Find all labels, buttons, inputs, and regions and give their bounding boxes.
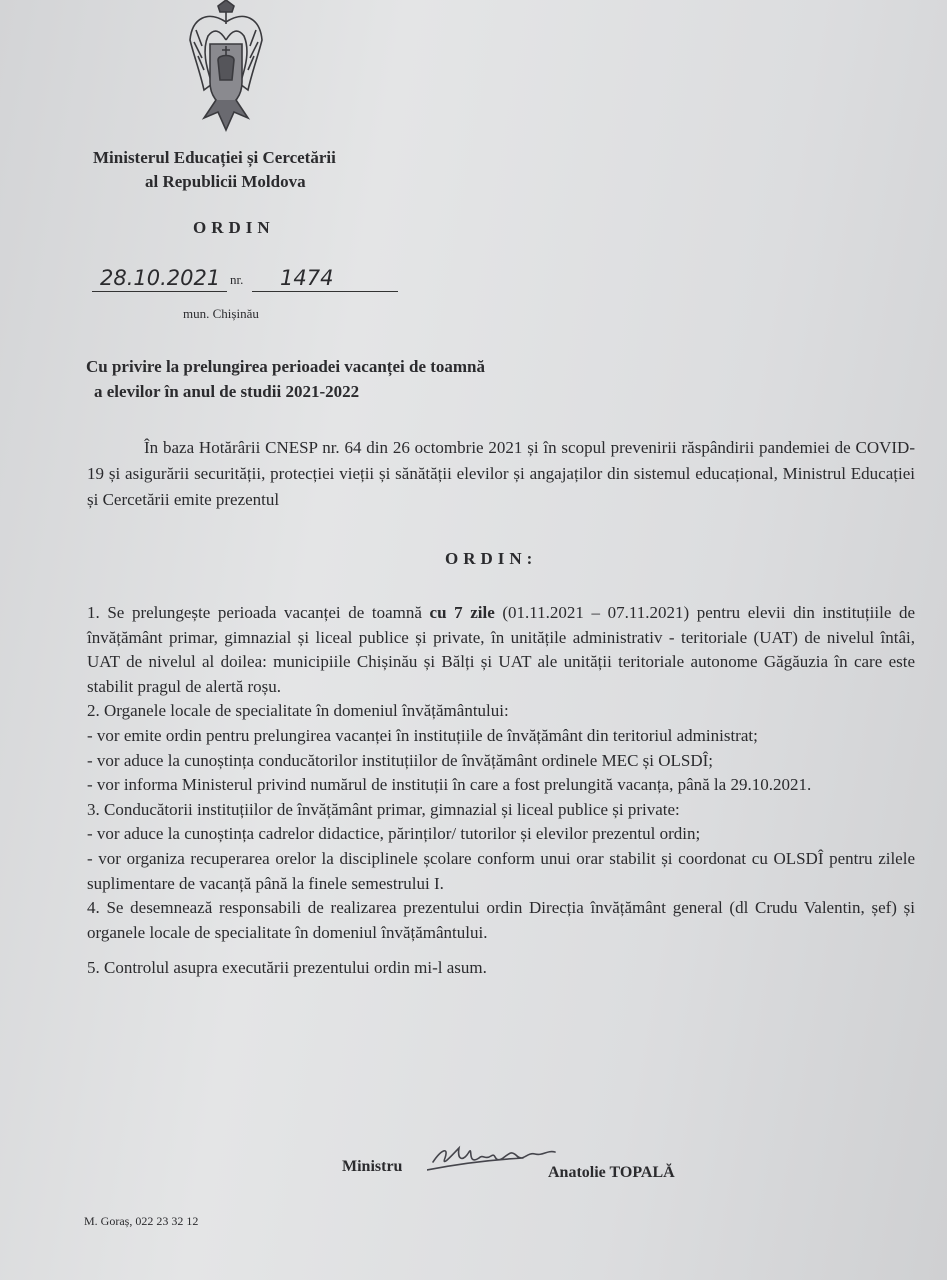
order-subject bbox=[86, 354, 485, 404]
point-3-item-a: - vor aduce la cunoștința cadrelor didactice, părinților/ tutorilor și elevilor prezentul ordin; bbox=[87, 824, 701, 844]
document-type-heading: ORDIN bbox=[193, 218, 275, 237]
signatory-title: Ministru bbox=[342, 1158, 403, 1175]
point-3: 3. Conducătorii instituțiilor de învățământ primar, gimnazial și liceal publice și private: bbox=[87, 799, 680, 819]
intro-paragraph: În baza Hotărârii CNESP nr. 64 din 26 octombrie 2021 și în scopul prevenirii răspândirii pandemiei de COVID-19 și asigurării securității, protecției vieții și sănătății elevilor și angajaților din sistemul educațional, Ministrul Educației și Cercetării emite prezentul bbox=[87, 438, 915, 509]
point-1: 1. Se prelungește perioada vacanței de toamnă cu 7 zile (01.11.2021 – 07.11.2021) pentru elevii din instituțiile de învățământ primar, gimnazial și liceal publice și private, în unitățile administrativ - teritoriale (UAT) de nivelul întâi, UAT de nivelul al doilea: municipiile Chișinău și Bălți și UAT ale unității teritoriale autonome Găgăuzia în care este stabilit pragul de alertă roșu. bbox=[87, 603, 916, 696]
order-date: 28.10.2021 bbox=[92, 266, 227, 292]
point-2-item-a: - vor emite ordin pentru prelungirea vacanței în instituțiile de învățământ din teritoriul administrat; bbox=[87, 725, 758, 745]
order-points bbox=[87, 601, 915, 981]
date-number-line bbox=[92, 266, 398, 296]
ministry-line-1: Ministerul Educației și Cercetării bbox=[93, 148, 336, 167]
moldova-coat-of-arms-icon bbox=[188, 0, 264, 132]
point-3-item-b: - vor organiza recuperarea orelor la disciplinele școlare conform unui orar stabilit și coordonat cu OLSDÎ pentru zilele suplimentare de vacanță până la finele semestrului I. bbox=[87, 848, 915, 893]
city-location: mun. Chișinău bbox=[183, 306, 259, 321]
ordin-heading: ORDIN: bbox=[445, 549, 538, 568]
number-label: nr. bbox=[230, 272, 244, 287]
point-5: 5. Controlul asupra executării prezentului ordin mi-l asum. bbox=[87, 958, 487, 978]
subject-line-2: a elevilor în anul de studii 2021-2022 bbox=[94, 382, 360, 401]
point-2-item-c: - vor informa Ministerul privind numărul de instituții în care a fost prelungită vacanța, până la 29.10.2021. bbox=[87, 775, 812, 795]
point-2-item-b: - vor aduce la cunoștința conducătorilor instituțiilor de învățământ ordinele MEC și OLSDÎ; bbox=[87, 750, 714, 770]
ministry-line-2: al Republicii Moldova bbox=[145, 172, 306, 191]
signatory-name: Anatolie TOPALĂ bbox=[548, 1164, 675, 1181]
signature-block bbox=[342, 1136, 762, 1196]
point-4: 4. Se desemnează responsabili de realizarea prezentului ordin Direcția învățământ general (dl Crudu Valentin, șef) și organele locale de specialitate în domeniul învățământului. bbox=[87, 898, 915, 942]
subject-line-1: Cu privire la prelungirea perioadei vacanței de toamnă bbox=[86, 357, 486, 376]
footer-contact: M. Goraș, 022 23 32 12 bbox=[84, 1214, 199, 1228]
ministry-name bbox=[93, 146, 336, 194]
point-2: 2. Organele locale de specialitate în domeniul învățământului: bbox=[87, 701, 509, 721]
point-1-bold-duration: cu 7 zile bbox=[429, 603, 495, 622]
order-number: 1474 bbox=[252, 266, 398, 292]
